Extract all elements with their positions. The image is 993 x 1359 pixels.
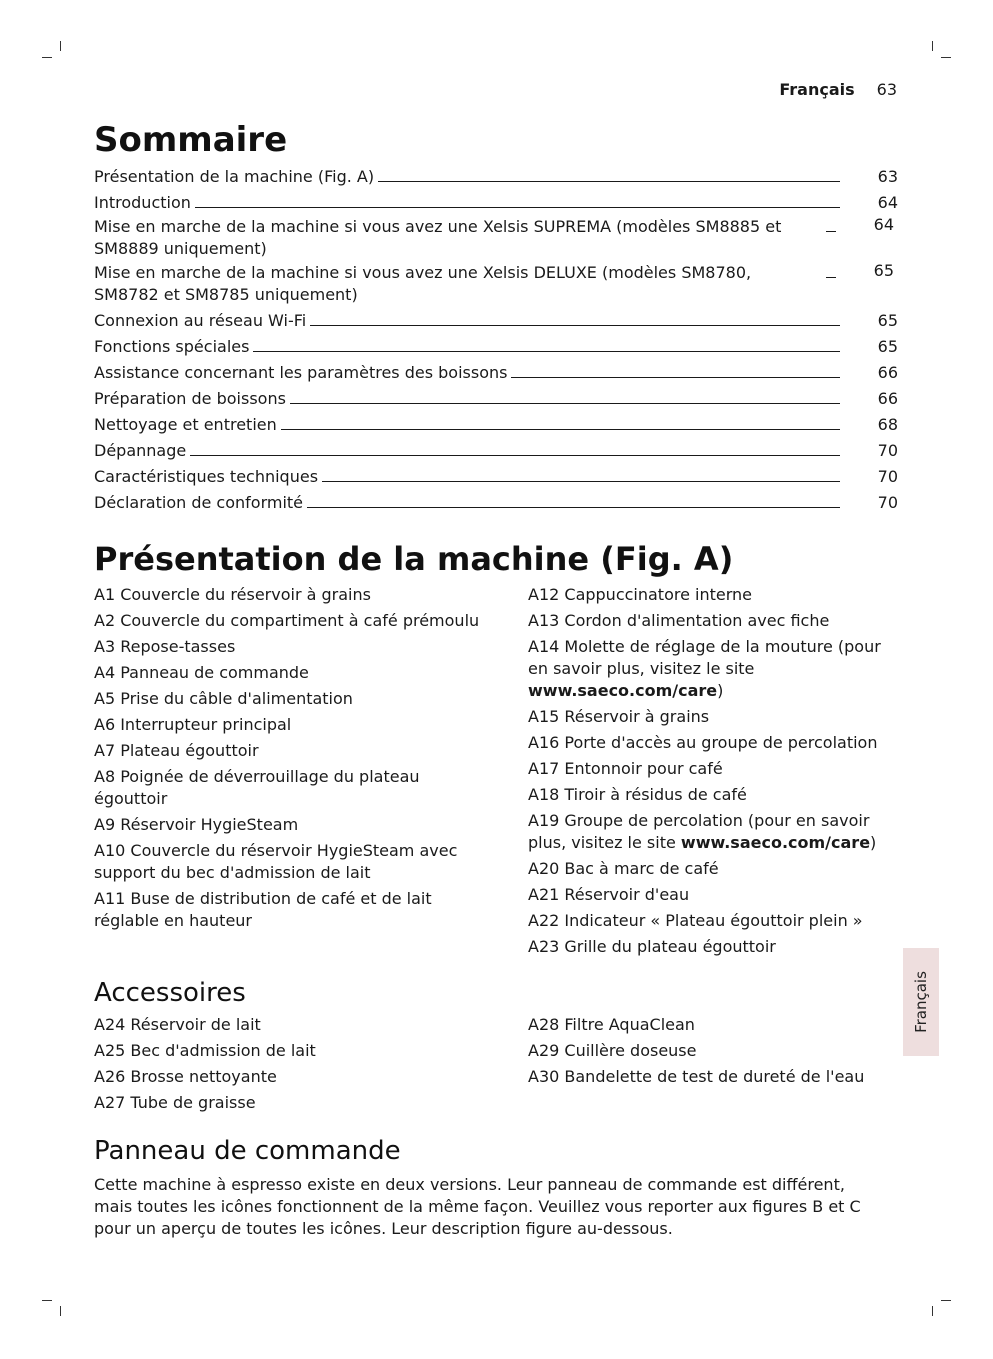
crop-mark <box>60 41 61 51</box>
toc-entry[interactable] <box>94 162 898 188</box>
list-item: A13 Cordon d'alimentation avec fiche <box>528 611 830 630</box>
header-language: Français <box>779 80 855 99</box>
crop-mark <box>941 1300 951 1301</box>
list-item: A24 Réservoir de lait <box>94 1015 261 1034</box>
list-item: A26 Brosse nettoyante <box>94 1067 277 1086</box>
list-item: A15 Réservoir à grains <box>528 707 710 726</box>
crop-mark <box>42 57 52 58</box>
toc-leader <box>307 507 840 508</box>
list-item-text: A14 Molette de réglage de la mouture (pour en savoir plus, visitez le site <box>528 637 881 678</box>
toc-entry-text: Fonctions spéciales <box>94 337 250 356</box>
toc-entry[interactable] <box>94 436 898 462</box>
crop-mark <box>42 1300 52 1301</box>
list-item: A1 Couvercle du réservoir à grains <box>94 585 371 604</box>
list-item: A27 Tube de graisse <box>94 1093 256 1112</box>
toc-entry-text: Caractéristiques techniques <box>94 467 319 486</box>
toc-entry-text: Présentation de la machine (Fig. A) <box>94 167 375 186</box>
toc-entry[interactable] <box>94 488 898 514</box>
accessories-list-right <box>528 1014 900 1092</box>
language-side-tab-label: Français <box>912 971 931 1033</box>
toc-entry-page: 65 <box>873 261 894 280</box>
toc-entry-page: 63 <box>877 167 898 186</box>
toc-title: Sommaire <box>94 120 288 160</box>
toc-leader <box>378 181 840 182</box>
toc-entry-page: 66 <box>877 363 898 382</box>
toc-entry[interactable] <box>94 358 898 384</box>
toc-entry[interactable] <box>94 384 898 410</box>
toc-entry-page: 70 <box>877 441 898 460</box>
toc-leader <box>190 455 840 456</box>
list-item: A2 Couvercle du compartiment à café prémoulu <box>94 611 480 630</box>
toc-leader <box>826 277 836 278</box>
toc-entry-page: 70 <box>877 467 898 486</box>
list-item: A10 Couvercle du réservoir HygieSteam avec support du bec d'admission de lait <box>94 841 458 882</box>
table-of-contents <box>94 162 898 514</box>
toc-leader <box>826 231 836 232</box>
toc-entry-page: 64 <box>873 215 894 234</box>
list-item: A9 Réservoir HygieSteam <box>94 815 299 834</box>
toc-entry-text: Déclaration de conformité <box>94 493 304 512</box>
toc-entry-text: Nettoyage et entretien <box>94 415 277 434</box>
list-item <box>528 636 900 702</box>
presentation-list-left <box>94 584 484 936</box>
list-item: A8 Poignée de déverrouillage du plateau égouttoir <box>94 767 420 808</box>
presentation-title: Présentation de la machine (Fig. A) <box>94 540 734 578</box>
toc-entry[interactable] <box>94 260 898 306</box>
toc-entry-text: Assistance concernant les paramètres des boissons <box>94 363 508 382</box>
toc-entry-page: 65 <box>877 311 898 330</box>
list-item: A22 Indicateur « Plateau égouttoir plein » <box>528 911 863 930</box>
list-item: A17 Entonnoir pour café <box>528 759 723 778</box>
toc-entry[interactable] <box>94 410 898 436</box>
toc-entry-text: Introduction <box>94 193 191 212</box>
toc-entry[interactable] <box>94 188 898 214</box>
list-item-text-end: ) <box>717 681 724 700</box>
list-item <box>528 810 900 854</box>
toc-leader <box>281 429 840 430</box>
website-link[interactable]: www.saeco.com/care <box>528 681 718 700</box>
toc-leader <box>195 207 840 208</box>
list-item: A16 Porte d'accès au groupe de percolation <box>528 733 878 752</box>
list-item: A28 Filtre AquaClean <box>528 1015 695 1034</box>
toc-entry-text: Dépannage <box>94 441 187 460</box>
control-panel-paragraph: Cette machine à espresso existe en deux versions. Leur panneau de commande est différent, mais toutes les icônes fonctionnent de la même façon. Veuillez vous reporter aux figures B et C pour un aperçu de toutes les icônes. Leur description figure au-dessous. <box>94 1175 861 1238</box>
toc-entry-page: 65 <box>877 337 898 356</box>
page-number: 63 <box>876 80 897 99</box>
toc-entry-text: Préparation de boissons <box>94 389 286 408</box>
toc-entry[interactable] <box>94 214 898 260</box>
page-header <box>779 80 897 99</box>
toc-entry[interactable] <box>94 332 898 358</box>
list-item-text: A19 Groupe de percolation (pour en savoir plus, visitez le site <box>528 811 870 852</box>
toc-leader <box>322 481 840 482</box>
presentation-list-right <box>528 584 900 962</box>
list-item: A5 Prise du câble d'alimentation <box>94 689 353 708</box>
toc-leader <box>253 351 840 352</box>
list-item: A25 Bec d'admission de lait <box>94 1041 316 1060</box>
website-link[interactable]: www.saeco.com/care <box>680 833 871 852</box>
toc-leader <box>511 377 840 378</box>
toc-entry-page: 64 <box>877 193 898 212</box>
toc-entry-text: Mise en marche de la machine si vous avez une Xelsis SUPREMA (modèles SM8885 et SM8889 uniquement) <box>94 217 782 258</box>
toc-leader <box>290 403 840 404</box>
toc-entry-page: 70 <box>877 493 898 512</box>
toc-leader <box>310 325 840 326</box>
accessories-title: Accessoires <box>94 978 246 1008</box>
list-item: A3 Repose-tasses <box>94 637 236 656</box>
accessories-list-left <box>94 1014 484 1118</box>
toc-entry[interactable] <box>94 306 898 332</box>
list-item: A12 Cappuccinatore interne <box>528 585 753 604</box>
list-item: A30 Bandelette de test de dureté de l'eau <box>528 1067 865 1086</box>
toc-entry-text: Connexion au réseau Wi-Fi <box>94 311 307 330</box>
toc-entry[interactable] <box>94 462 898 488</box>
toc-entry-text: Mise en marche de la machine si vous avez une Xelsis DELUXE (modèles SM8780, SM8782 et SM8785 uniquement) <box>94 263 752 304</box>
crop-mark <box>941 57 951 58</box>
list-item-text-end: ) <box>870 833 877 852</box>
list-item: A11 Buse de distribution de café et de lait réglable en hauteur <box>94 889 432 930</box>
list-item: A21 Réservoir d'eau <box>528 885 690 904</box>
language-side-tab <box>903 948 939 1056</box>
list-item: A18 Tiroir à résidus de café <box>528 785 747 804</box>
list-item: A20 Bac à marc de café <box>528 859 719 878</box>
crop-mark <box>932 1306 933 1316</box>
list-item: A6 Interrupteur principal <box>94 715 292 734</box>
list-item: A7 Plateau égouttoir <box>94 741 259 760</box>
control-panel-title: Panneau de commande <box>94 1136 401 1166</box>
toc-entry-page: 68 <box>877 415 898 434</box>
list-item: A4 Panneau de commande <box>94 663 309 682</box>
crop-mark <box>932 41 933 51</box>
crop-mark <box>60 1306 61 1316</box>
toc-entry-page: 66 <box>877 389 898 408</box>
list-item: A23 Grille du plateau égouttoir <box>528 937 776 956</box>
list-item: A29 Cuillère doseuse <box>528 1041 697 1060</box>
